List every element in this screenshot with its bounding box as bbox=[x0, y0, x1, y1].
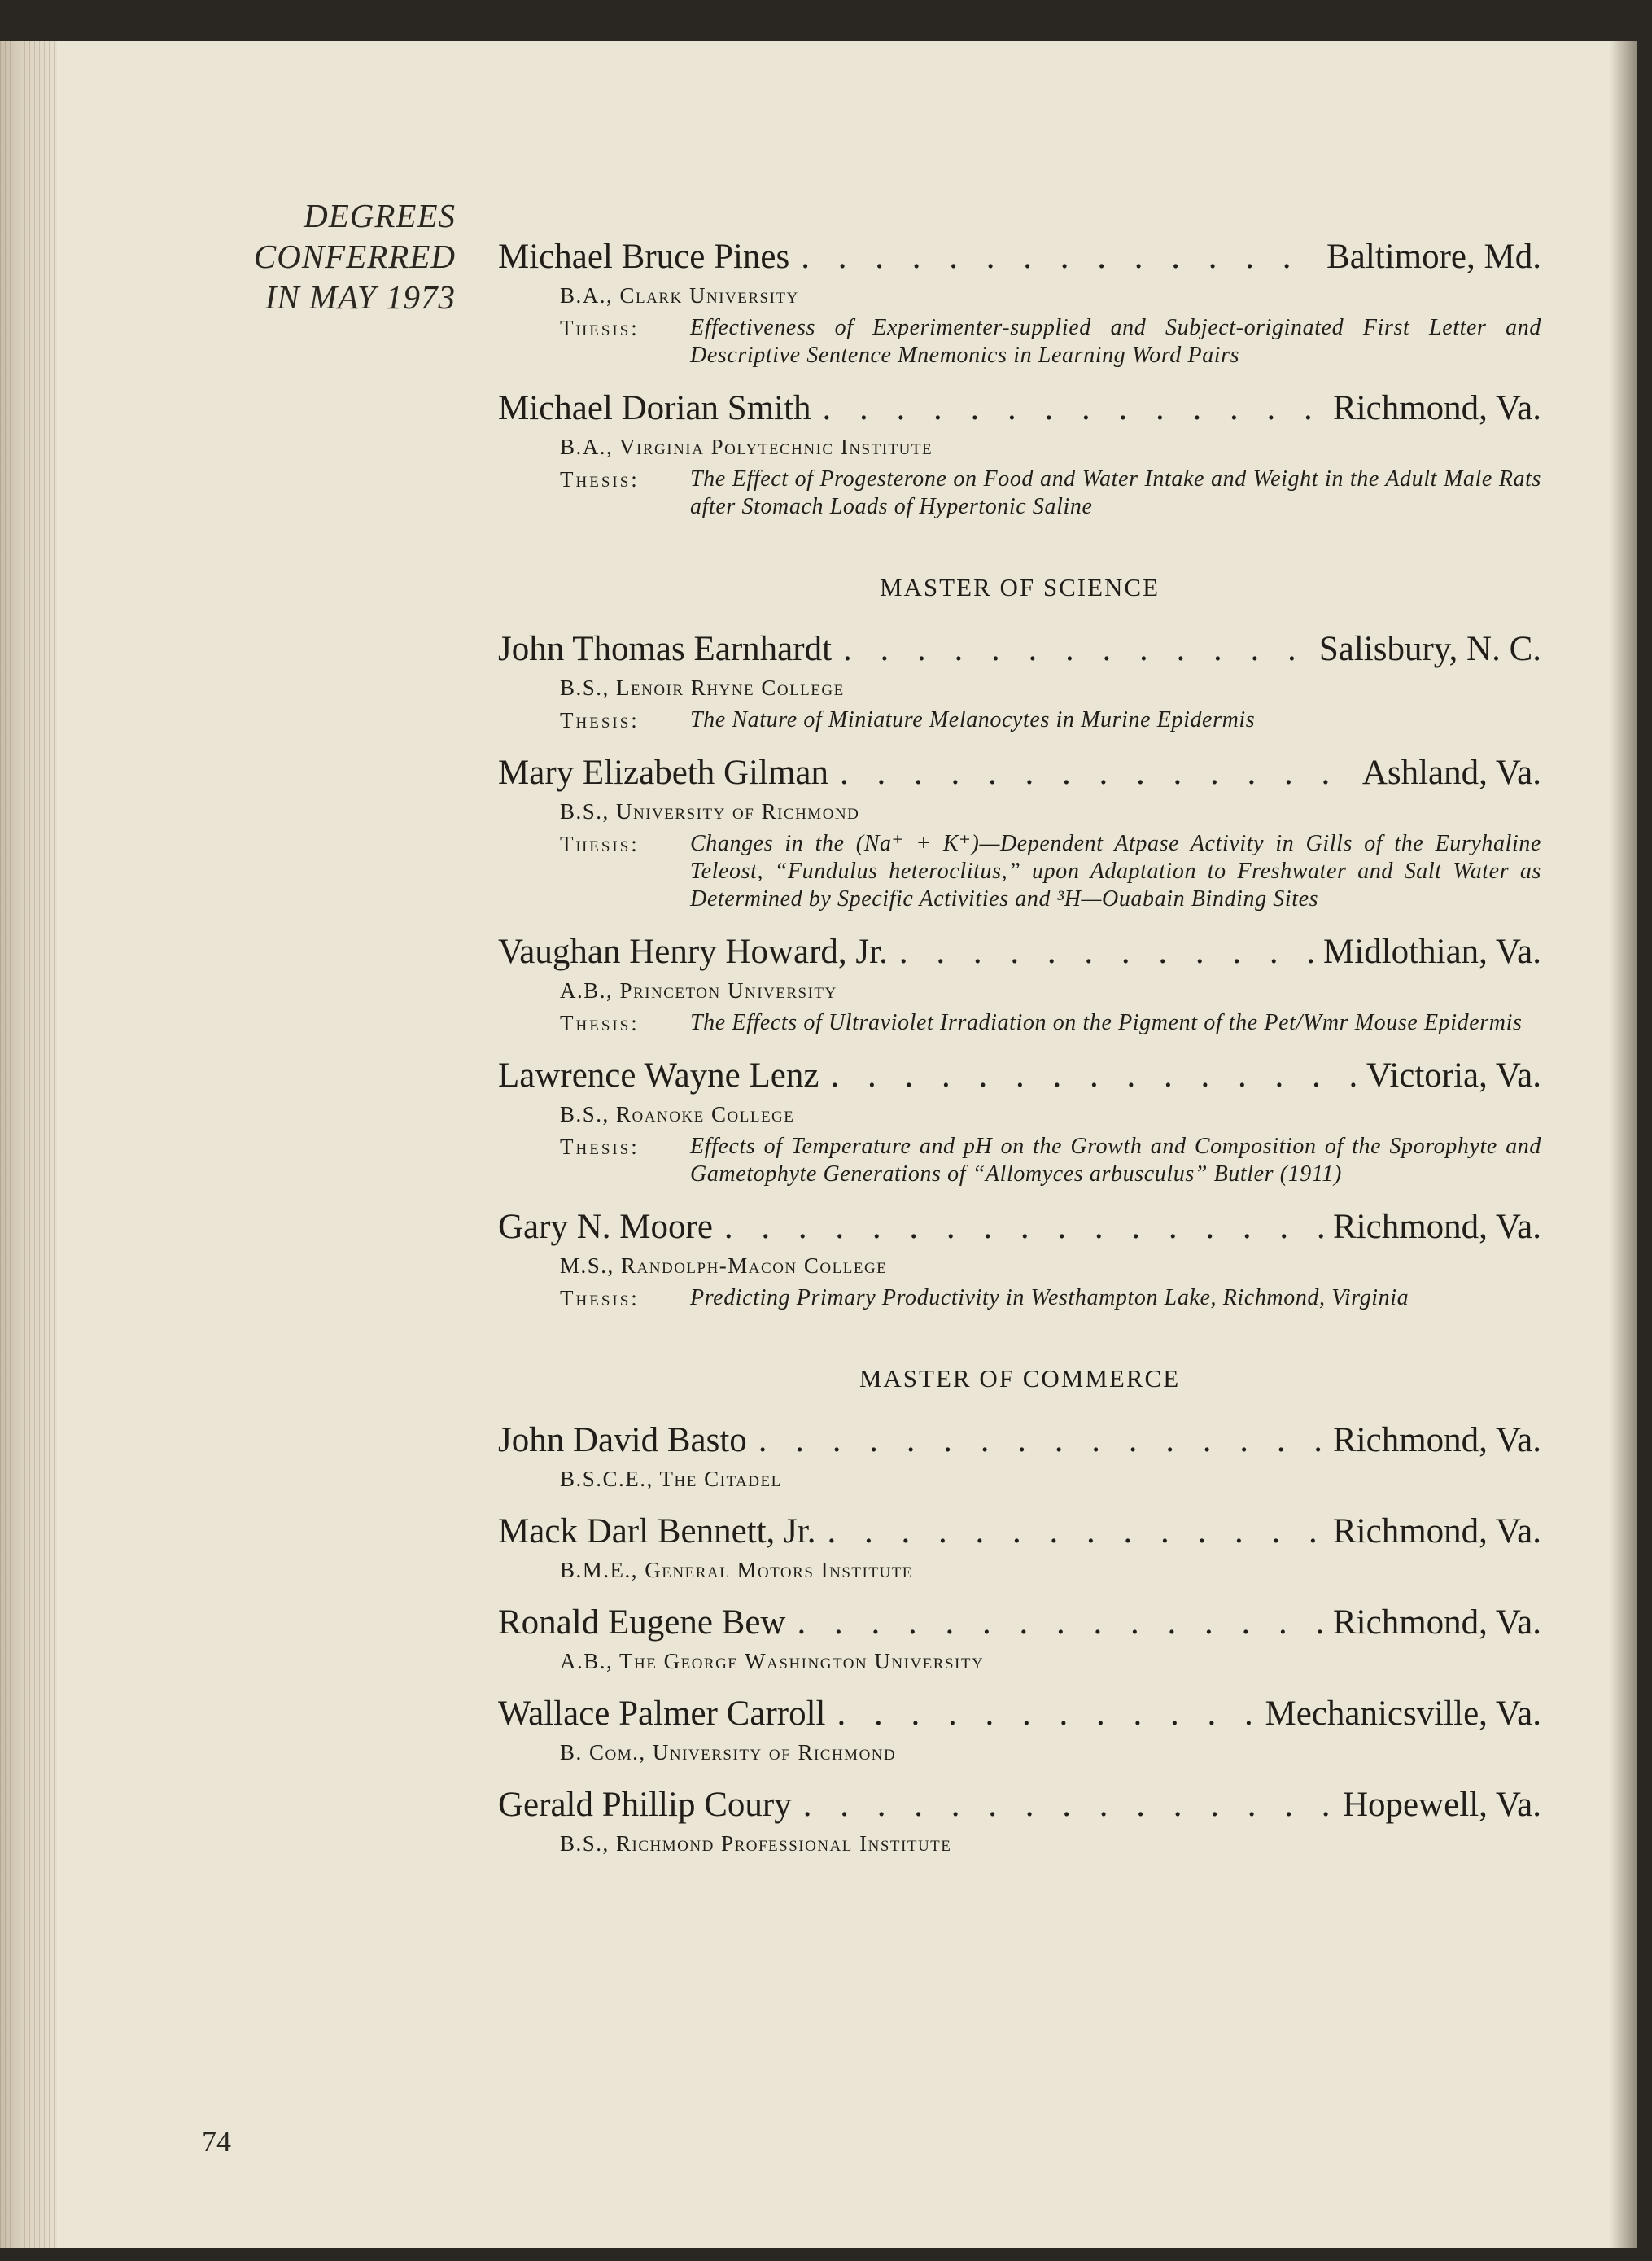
leader-dots bbox=[899, 929, 1318, 975]
prior-degree: B.S.C.E., The Citadel bbox=[560, 1467, 782, 1491]
prior-degree: B.S., Lenoir Rhyne College bbox=[560, 676, 845, 700]
graduate-name: Gerald Phillip Coury bbox=[498, 1786, 792, 1824]
prior-degree: B.S., Richmond Professional Institute bbox=[560, 1831, 952, 1856]
page-edge-stack bbox=[0, 41, 57, 2248]
name-line bbox=[498, 1418, 1541, 1463]
thesis-title: The Effect of Progesterone on Food and Water Intake and Weight in the Adult Male Rats after Stomach Loads of Hypertonic Saline bbox=[690, 466, 1541, 519]
thesis-title: Predicting Primary Productivity in Westhampton Lake, Richmond, Virginia bbox=[690, 1285, 1409, 1310]
prior-degree: M.S., Randolph-Macon College bbox=[560, 1253, 888, 1278]
hometown: Hopewell, Va. bbox=[1342, 1786, 1541, 1824]
name-line bbox=[498, 234, 1541, 280]
name-line bbox=[498, 750, 1541, 796]
section-heading-master-of-science: MASTER OF SCIENCE bbox=[879, 573, 1160, 601]
side-heading-line-3: IN MAY 1973 bbox=[264, 278, 456, 316]
graduate-name: Mack Darl Bennett, Jr. bbox=[498, 1512, 816, 1550]
thesis-title: The Nature of Miniature Melanocytes in Murine Epidermis bbox=[690, 707, 1256, 733]
name-line bbox=[498, 1691, 1541, 1737]
thesis-row bbox=[498, 314, 1541, 370]
hometown: Richmond, Va. bbox=[1332, 1603, 1541, 1642]
hometown: Richmond, Va. bbox=[1332, 389, 1541, 427]
leader-dots bbox=[801, 234, 1322, 280]
leader-dots bbox=[797, 1600, 1328, 1646]
leader-dots bbox=[843, 627, 1314, 672]
thesis-title: Changes in the (Na⁺ + K⁺)—Dependent Atpase Activity in Gills of the Euryhaline Teleost, “Fundulus heteroclitus,” upon Adaptation to Freshwater and Salt Water as Determined by Specific Activities and ³H—Ouabain Binding Sites bbox=[690, 831, 1541, 912]
graduate-name: John David Basto bbox=[498, 1421, 747, 1459]
hometown: Richmond, Va. bbox=[1332, 1208, 1541, 1246]
spine-shadow bbox=[1610, 41, 1637, 2248]
graduate-name: Ronald Eugene Bew bbox=[498, 1603, 786, 1642]
leader-dots bbox=[840, 750, 1357, 796]
thesis-label: Thesis: bbox=[560, 708, 640, 733]
graduate-name: Wallace Palmer Carroll bbox=[498, 1695, 826, 1733]
hometown: Midlothian, Va. bbox=[1323, 933, 1541, 971]
leader-dots bbox=[828, 1509, 1328, 1555]
leader-dots bbox=[830, 1053, 1361, 1099]
thesis-label: Thesis: bbox=[560, 832, 640, 856]
graduate-entry bbox=[498, 1205, 1541, 1312]
thesis-row bbox=[498, 1284, 1541, 1312]
thesis-row bbox=[498, 706, 1541, 734]
name-line bbox=[498, 1053, 1541, 1099]
side-heading-line-1: DEGREES bbox=[304, 197, 456, 234]
name-line bbox=[498, 386, 1541, 431]
hometown: Baltimore, Md. bbox=[1326, 238, 1541, 276]
prior-degree: B.S., Roanoke College bbox=[560, 1102, 795, 1126]
graduate-entry bbox=[498, 750, 1541, 913]
graduate-name: Lawrence Wayne Lenz bbox=[498, 1056, 819, 1095]
graduate-name: Vaughan Henry Howard, Jr. bbox=[498, 933, 888, 971]
hometown: Richmond, Va. bbox=[1332, 1421, 1541, 1459]
thesis-title: Effectiveness of Experimenter-supplied and Subject-originated First Letter and Descriptive Sentence Mnemonics in Learning Word Pairs bbox=[690, 315, 1541, 368]
leader-dots bbox=[758, 1418, 1328, 1463]
prior-degree: A.B., The George Washington University bbox=[560, 1649, 985, 1673]
leader-dots bbox=[837, 1691, 1260, 1737]
thesis-row bbox=[498, 466, 1541, 521]
thesis-row bbox=[498, 1009, 1541, 1037]
thesis-row bbox=[498, 1133, 1541, 1188]
graduate-name: Michael Dorian Smith bbox=[498, 389, 811, 427]
thesis-row bbox=[498, 830, 1541, 913]
graduate-entry bbox=[498, 627, 1541, 734]
thesis-label: Thesis: bbox=[560, 316, 640, 340]
graduate-name: Mary Elizabeth Gilman bbox=[498, 754, 828, 792]
graduate-entry bbox=[498, 1782, 1541, 1857]
thesis-label: Thesis: bbox=[560, 467, 640, 492]
thesis-title: The Effects of Ultraviolet Irradiation on the Pigment of the Pet/Wmr Mouse Epidermis bbox=[690, 1010, 1523, 1035]
leader-dots bbox=[803, 1782, 1338, 1828]
thesis-label: Thesis: bbox=[560, 1286, 640, 1310]
graduate-name: Michael Bruce Pines bbox=[498, 238, 790, 276]
name-line bbox=[498, 1205, 1541, 1250]
graduate-entry bbox=[498, 386, 1541, 521]
hometown: Victoria, Va. bbox=[1366, 1056, 1541, 1095]
name-line bbox=[498, 627, 1541, 672]
graduate-entry bbox=[498, 1600, 1541, 1675]
thesis-label: Thesis: bbox=[560, 1135, 640, 1159]
name-line bbox=[498, 1509, 1541, 1555]
prior-degree: B. Com., University of Richmond bbox=[560, 1740, 897, 1765]
graduate-entry bbox=[498, 1509, 1541, 1584]
name-line bbox=[498, 1782, 1541, 1828]
thesis-label: Thesis: bbox=[560, 1011, 640, 1035]
graduate-entry bbox=[498, 1053, 1541, 1188]
hometown: Mechanicsville, Va. bbox=[1265, 1695, 1541, 1733]
prior-degree: B.S., University of Richmond bbox=[560, 799, 860, 824]
name-line bbox=[498, 1600, 1541, 1646]
prior-degree: A.B., Princeton University bbox=[560, 978, 837, 1003]
graduate-entry bbox=[498, 234, 1541, 370]
prior-degree: B.A., Clark University bbox=[560, 283, 799, 308]
leader-dots bbox=[823, 386, 1328, 431]
graduate-name: Gary N. Moore bbox=[498, 1208, 713, 1246]
leader-dots bbox=[724, 1205, 1328, 1250]
hometown: Salisbury, N. C. bbox=[1318, 630, 1541, 668]
page-number: 74 bbox=[202, 2125, 231, 2158]
prior-degree: B.M.E., General Motors Institute bbox=[560, 1558, 913, 1582]
hometown: Ashland, Va. bbox=[1361, 754, 1541, 792]
side-heading-line-2: CONFERRED bbox=[253, 238, 456, 275]
thesis-title: Effects of Temperature and pH on the Growth and Composition of the Sporophyte and Gametophyte Generations of “Allomyces arbusculus” Butler (1911) bbox=[690, 1134, 1541, 1187]
book-page bbox=[0, 41, 1637, 2248]
graduate-name: John Thomas Earnhardt bbox=[498, 630, 833, 668]
section-heading-master-of-commerce: MASTER OF COMMERCE bbox=[859, 1364, 1181, 1393]
name-line bbox=[498, 929, 1541, 975]
prior-degree: B.A., Virginia Polytechnic Institute bbox=[560, 435, 933, 459]
graduate-entry bbox=[498, 929, 1541, 1037]
side-heading bbox=[187, 195, 456, 317]
degree-listing bbox=[498, 234, 1541, 1874]
hometown: Richmond, Va. bbox=[1332, 1512, 1541, 1550]
graduate-entry bbox=[498, 1418, 1541, 1493]
graduate-entry bbox=[498, 1691, 1541, 1766]
